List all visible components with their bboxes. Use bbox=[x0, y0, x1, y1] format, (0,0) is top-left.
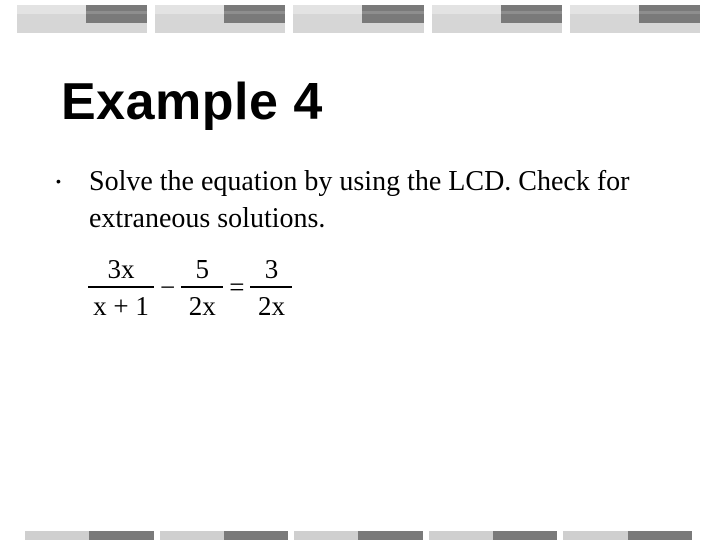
bottom-decorative-bar bbox=[25, 531, 692, 540]
bottom-bar-segment bbox=[25, 531, 154, 540]
bullet-item bbox=[56, 163, 676, 237]
bullet-marker: • bbox=[56, 173, 61, 189]
slide-title: Example 4 bbox=[61, 73, 323, 131]
top-decorative-bar bbox=[17, 5, 700, 33]
fraction-denominator: 2x bbox=[257, 290, 285, 321]
top-bar-dark-block bbox=[224, 5, 285, 23]
fraction-numerator: 3x bbox=[107, 254, 135, 284]
bottom-bar-segment bbox=[294, 531, 423, 540]
top-bar-segment bbox=[293, 5, 423, 33]
top-bar-segment bbox=[570, 5, 700, 33]
top-bar-dark-block bbox=[362, 5, 423, 23]
fraction-3-over-2x bbox=[250, 254, 292, 321]
top-bar-segment bbox=[155, 5, 285, 33]
top-bar-dark-block bbox=[639, 5, 700, 23]
fraction-numerator: 5 bbox=[195, 254, 209, 284]
equals-operator: = bbox=[229, 271, 245, 302]
fraction-3x-over-x-plus-1 bbox=[88, 254, 154, 321]
fraction-numerator: 3 bbox=[264, 254, 279, 284]
bottom-bar-segment bbox=[429, 531, 558, 540]
minus-operator: − bbox=[160, 271, 176, 302]
fraction-denominator: x + 1 bbox=[93, 290, 149, 321]
top-bar-segment bbox=[432, 5, 562, 33]
bottom-bar-segment bbox=[563, 531, 692, 540]
bottom-bar-segment bbox=[160, 531, 289, 540]
top-bar-segment bbox=[17, 5, 147, 33]
bullet-text: Solve the equation by using the LCD. Check for extraneous solutions. bbox=[89, 166, 630, 234]
fraction-5-over-2x bbox=[181, 254, 223, 321]
top-bar-dark-block bbox=[501, 5, 562, 23]
fraction-denominator: 2x bbox=[188, 290, 216, 321]
top-bar-dark-block bbox=[86, 5, 147, 23]
equation bbox=[88, 254, 292, 321]
